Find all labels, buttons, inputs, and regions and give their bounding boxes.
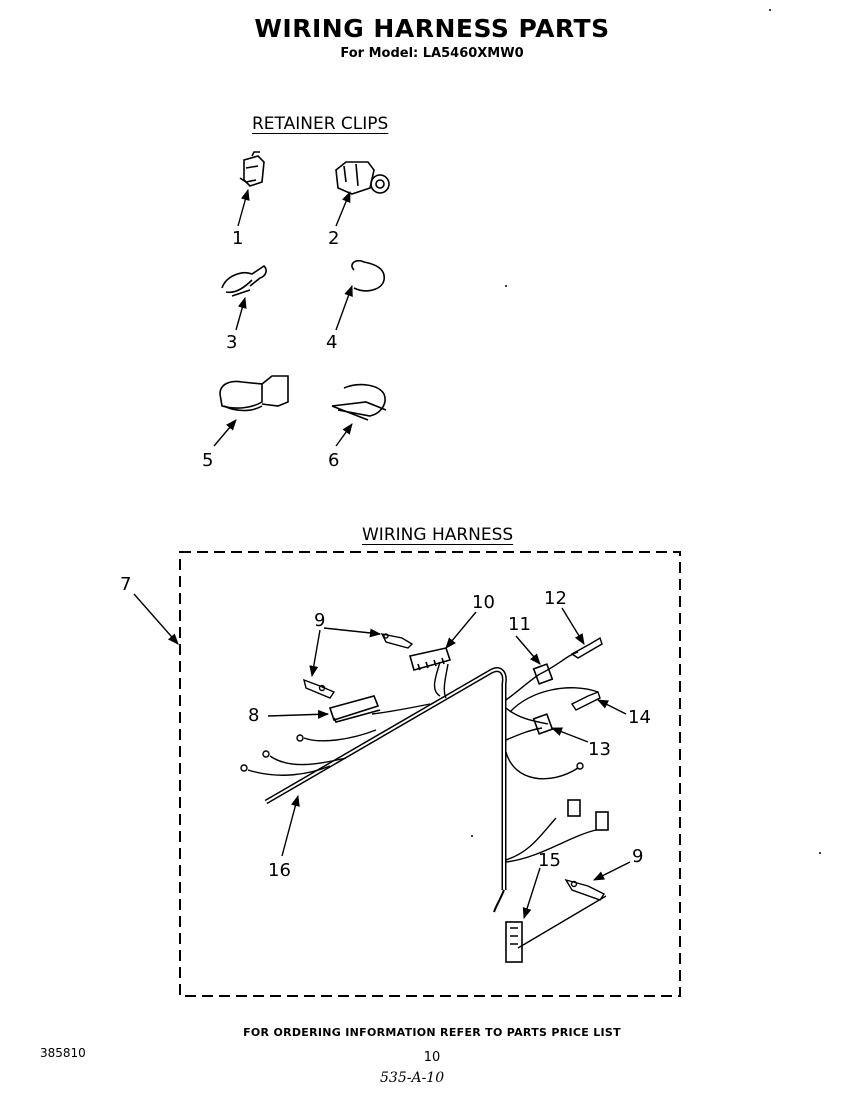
plug-right-lower (596, 812, 608, 830)
connector-13 (534, 714, 553, 734)
callout-4: 4 (326, 332, 338, 353)
connector-8 (330, 696, 380, 722)
callout-15: 15 (538, 850, 561, 871)
callout-8: 8 (248, 705, 260, 726)
callout-12: 12 (544, 588, 567, 609)
retainer-clip-3 (222, 266, 266, 296)
callout-2: 2 (328, 228, 340, 249)
callout-1: 1 (232, 228, 244, 249)
callout-14: 14 (628, 707, 651, 728)
terminal-9-right (566, 880, 604, 900)
section-title-retainer-clips: RETAINER CLIPS (252, 114, 389, 134)
harness-boundary (180, 552, 680, 996)
callout-10: 10 (472, 592, 495, 613)
handwritten-note: 535-A-10 (380, 1070, 445, 1086)
terminal-9-left (304, 680, 334, 698)
callout-5: 5 (202, 450, 214, 471)
section-title-wiring-harness: WIRING HARNESS (362, 525, 514, 545)
model-line: For Model: LA5460XMW0 (340, 46, 524, 61)
retainer-clip-4 (352, 261, 384, 291)
callout-9-upper: 9 (314, 610, 326, 631)
retainer-clip-1 (240, 152, 264, 186)
page-title: WIRING HARNESS PARTS (254, 14, 610, 43)
callout-6: 6 (328, 450, 340, 471)
callout-13: 13 (588, 739, 611, 760)
retainer-clip-6 (332, 385, 386, 420)
callout-7: 7 (120, 574, 132, 595)
retainer-clip-2 (336, 162, 389, 194)
connector-11 (534, 664, 553, 684)
callout-11: 11 (508, 614, 531, 635)
callout-9-lower: 9 (632, 846, 644, 867)
terminal-12 (572, 638, 602, 658)
ordering-note: FOR ORDERING INFORMATION REFER TO PARTS PRICE LIST (243, 1026, 621, 1039)
plug-right-upper (568, 800, 580, 816)
connector-10 (410, 648, 450, 670)
wiring-harness (241, 652, 606, 948)
callout-16: 16 (268, 860, 291, 881)
callout-3: 3 (226, 332, 238, 353)
terminal-9-upper (382, 634, 412, 648)
retainer-clip-5 (220, 376, 288, 411)
page-number: 10 (423, 1050, 441, 1065)
document-number: 385810 (40, 1046, 86, 1060)
connector-15 (506, 922, 522, 962)
terminal-14 (572, 692, 600, 710)
